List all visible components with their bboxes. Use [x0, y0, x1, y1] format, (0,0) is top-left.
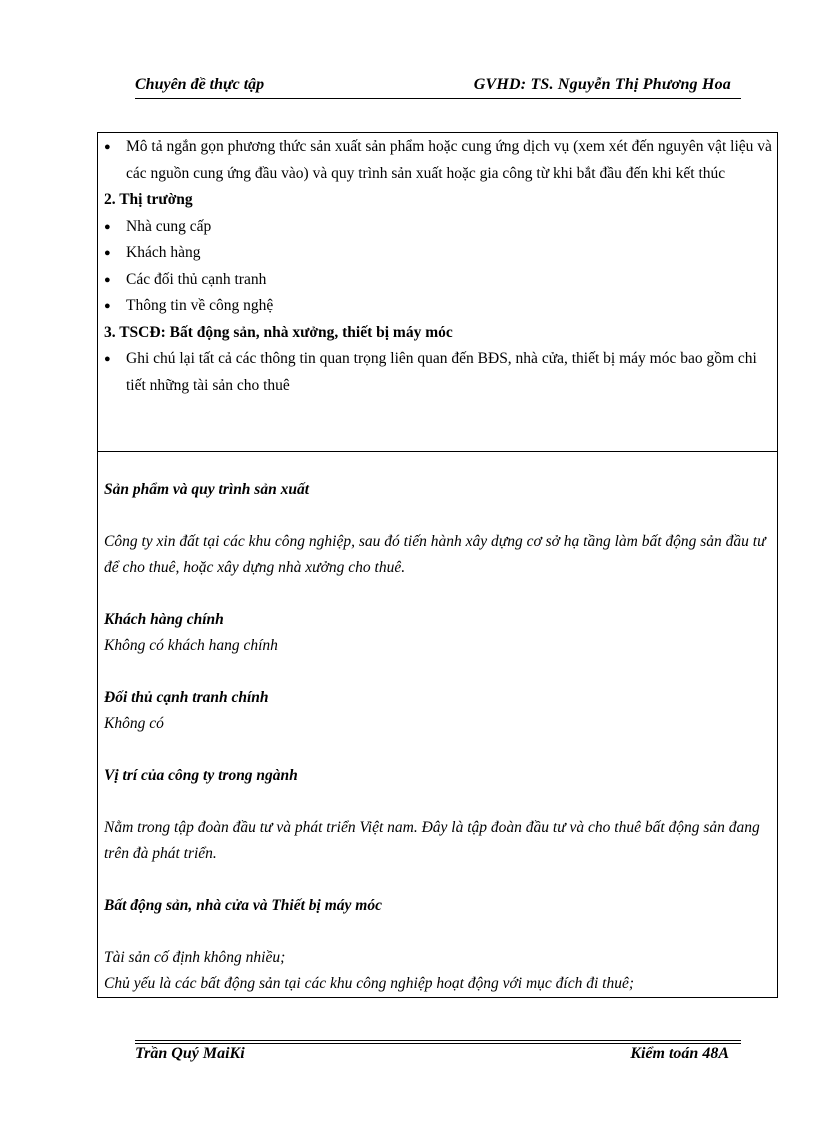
footer-author: Trần Quý MaiKi [135, 1045, 245, 1062]
position-text: Nằm trong tập đoàn đầu tư và phát triển Việt nam. Đây là tập đoàn đầu tư và cho thuê bất động sản đang trên đà phát triển. [104, 819, 760, 862]
list-item [104, 346, 772, 399]
footer-class: Kiểm toán 48A [630, 1045, 729, 1062]
bullet-text: Mô tả ngắn gọn phương thức sản xuất sản phẩm hoặc cung ứng dịch vụ (xem xét đến nguyên vật liệu và các nguồn cung ứng đầu vào) và quy trình sản xuất hoặc gia công từ khi bắt đầu đến khi kết thúc [126, 138, 772, 182]
header-title: Chuyên đề thực tập [135, 76, 265, 93]
section-heading-market: 2. Thị trường [104, 191, 193, 208]
bullet-text: Ghi chú lại tất cả các thông tin quan trọng liên quan đến BĐS, nhà cửa, thiết bị máy móc bao gồm chi tiết những tài sản cho thuê [126, 350, 757, 394]
table-cell-findings [104, 477, 772, 997]
table-cell-guidelines [104, 134, 772, 399]
list-item [104, 267, 772, 294]
products-heading: Sản phẩm và quy trình sản xuất [104, 481, 310, 498]
bullet-icon: ● [104, 273, 111, 286]
competitors-heading: Đối thủ cạnh tranh chính [104, 689, 269, 706]
products-text: Công ty xin đất tại các khu công nghiệp, sau đó tiến hành xây dựng cơ sở hạ tầng làm bất động sản đầu tư để cho thuê, hoặc xây dựng nhà xưởng cho thuê. [104, 533, 766, 576]
assets-heading: Bất động sản, nhà cửa và Thiết bị máy móc [104, 897, 382, 914]
competitors-text: Không có [104, 715, 164, 732]
bullet-text: Nhà cung cấp [126, 217, 212, 235]
list-item [104, 240, 772, 267]
list-item [104, 134, 772, 187]
page-footer [135, 1045, 741, 1067]
footer-rule [135, 1040, 741, 1041]
customers-text: Không có khách hang chính [104, 637, 278, 654]
bullet-icon: ● [104, 220, 111, 233]
list-item [104, 214, 772, 241]
customers-heading: Khách hàng chính [104, 611, 224, 628]
assets-line-2: Chủ yếu là các bất động sản tại các khu công nghiệp hoạt động với mục đích đi thuê; [104, 975, 634, 992]
bullet-text: Thông tin về công nghệ [126, 297, 274, 314]
section-heading-fixed-assets: 3. TSCĐ: Bất động sản, nhà xưởng, thiết bị máy móc [104, 323, 453, 341]
assets-line-1: Tài sản cố định không nhiều; [104, 949, 286, 966]
footer-rule [135, 1043, 741, 1044]
bullet-icon: ● [104, 353, 111, 365]
header-supervisor: GVHD: TS. Nguyễn Thị Phương Hoa [473, 76, 731, 93]
bullet-text: Các đối thủ cạnh tranh [126, 270, 267, 288]
table-row-divider [97, 451, 778, 452]
header-rule [135, 98, 741, 99]
bullet-icon: ● [104, 300, 111, 312]
page-header [135, 76, 741, 98]
position-heading: Vị trí của công ty trong ngành [104, 767, 298, 784]
bullet-icon: ● [104, 247, 111, 259]
list-item [104, 293, 772, 320]
bullet-icon: ● [104, 141, 111, 153]
bullet-text: Khách hàng [126, 244, 201, 261]
